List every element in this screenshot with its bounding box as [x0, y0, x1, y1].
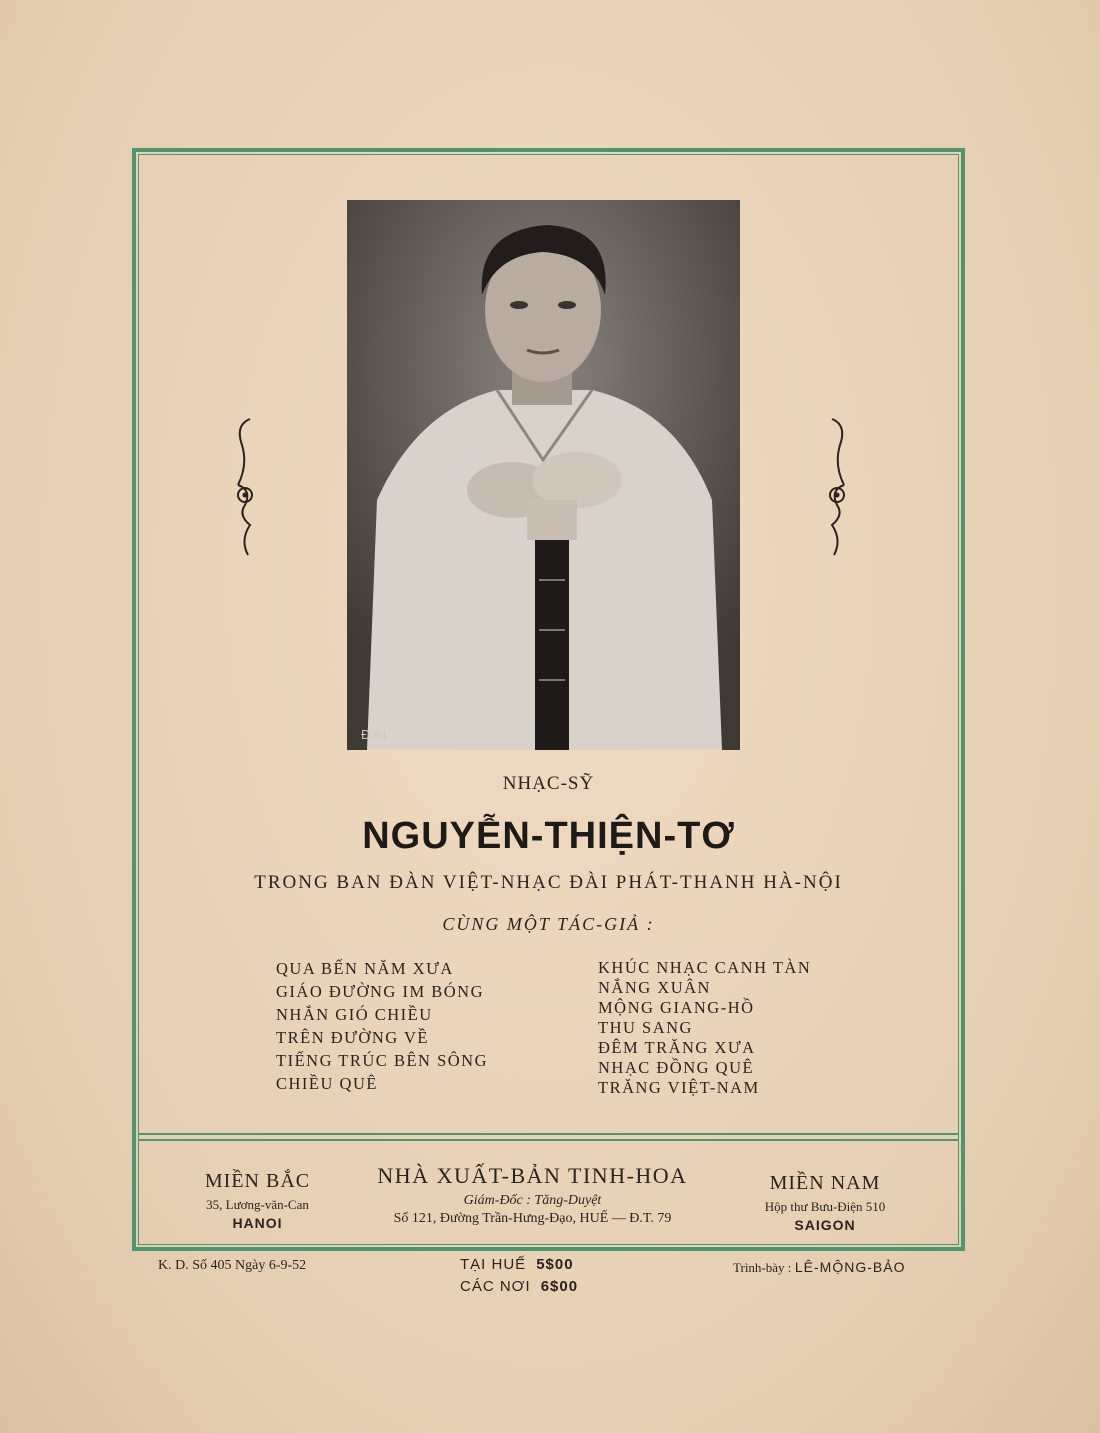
- license-number: K. D. Số 405 Ngày 6-9-52: [158, 1258, 307, 1273]
- divider-line: [138, 1133, 959, 1135]
- composer-name: NGUYỄN-THIỆN-TƠ: [362, 815, 735, 857]
- list-item: GIÁO ĐƯỜNG IM BÓNG: [276, 982, 485, 1001]
- north-city: HANOI: [232, 1215, 283, 1231]
- photo-signature: ĐẠI: [361, 727, 389, 742]
- south-region: [735, 1172, 915, 1233]
- song-list-left: [276, 959, 488, 1097]
- price-other: [460, 1278, 578, 1295]
- publisher-address: Số 121, Đường Trần-Hưng-Đạo, HUẾ — Đ.T. 79: [393, 1211, 672, 1226]
- composer-subtitle: TRONG BAN ĐÀN VIỆT-NHẠC ĐÀI PHÁT-THANH HÀ-NỘI: [254, 872, 843, 893]
- price-hue-value: 5$00: [536, 1256, 574, 1273]
- list-item: TRĂNG VIỆT-NAM: [598, 1078, 760, 1097]
- design-credit: [733, 1259, 905, 1277]
- price-hue-label: TẠI HUẾ: [460, 1256, 527, 1273]
- list-item: THU SANG: [598, 1018, 693, 1037]
- song-list-right: [598, 958, 811, 1098]
- list-item: NHẮN GIÓ CHIỀU: [276, 1005, 433, 1024]
- publisher-name: NHÀ XUẤT-BẢN TINH-HOA: [377, 1163, 688, 1188]
- works-heading: CÙNG MỘT TÁC-GIẢ :: [442, 914, 655, 934]
- ornament-scroll-icon: [822, 415, 852, 560]
- south-heading: MIỀN NAM: [769, 1172, 881, 1194]
- price-hue: [460, 1256, 574, 1273]
- south-address: Hộp thư Bưu-Điện 510: [764, 1199, 886, 1214]
- design-label: Trình-bày :: [733, 1260, 792, 1275]
- list-item: QUA BẾN NĂM XƯA: [276, 959, 454, 978]
- list-item: CHIỀU QUÊ: [276, 1074, 378, 1093]
- publisher-block: [350, 1163, 715, 1227]
- publisher-director: Giám-Đốc : Tăng-Duyệt: [463, 1193, 602, 1208]
- north-region: [175, 1170, 340, 1231]
- list-item: MỘNG GIANG-HỒ: [598, 998, 755, 1017]
- price-other-value: 6$00: [540, 1278, 579, 1295]
- list-item: TRÊN ĐƯỜNG VỀ: [276, 1028, 429, 1047]
- list-item: TIẾNG TRÚC BÊN SÔNG: [276, 1051, 488, 1070]
- divider-line: [138, 1139, 959, 1141]
- design-name: LÊ-MỘNG-BẢO: [794, 1259, 906, 1275]
- list-item: NẮNG XUÂN: [598, 978, 711, 997]
- north-address: 35, Lương-văn-Can: [206, 1197, 309, 1212]
- price-other-label: CÁC NƠI: [460, 1278, 531, 1295]
- list-item: KHÚC NHẠC CANH TÀN: [598, 958, 812, 977]
- portrait-illustration: [347, 200, 740, 750]
- list-item: ĐÊM TRĂNG XƯA: [598, 1038, 756, 1057]
- composer-title: NHẠC-SỸ: [502, 773, 595, 794]
- north-heading: MIỀN BẮC: [204, 1170, 311, 1192]
- list-item: NHẠC ĐỒNG QUÊ: [598, 1058, 755, 1077]
- ornament-scroll-icon: [230, 415, 260, 560]
- portrait-photo: [347, 200, 740, 750]
- south-city: SAIGON: [794, 1217, 856, 1233]
